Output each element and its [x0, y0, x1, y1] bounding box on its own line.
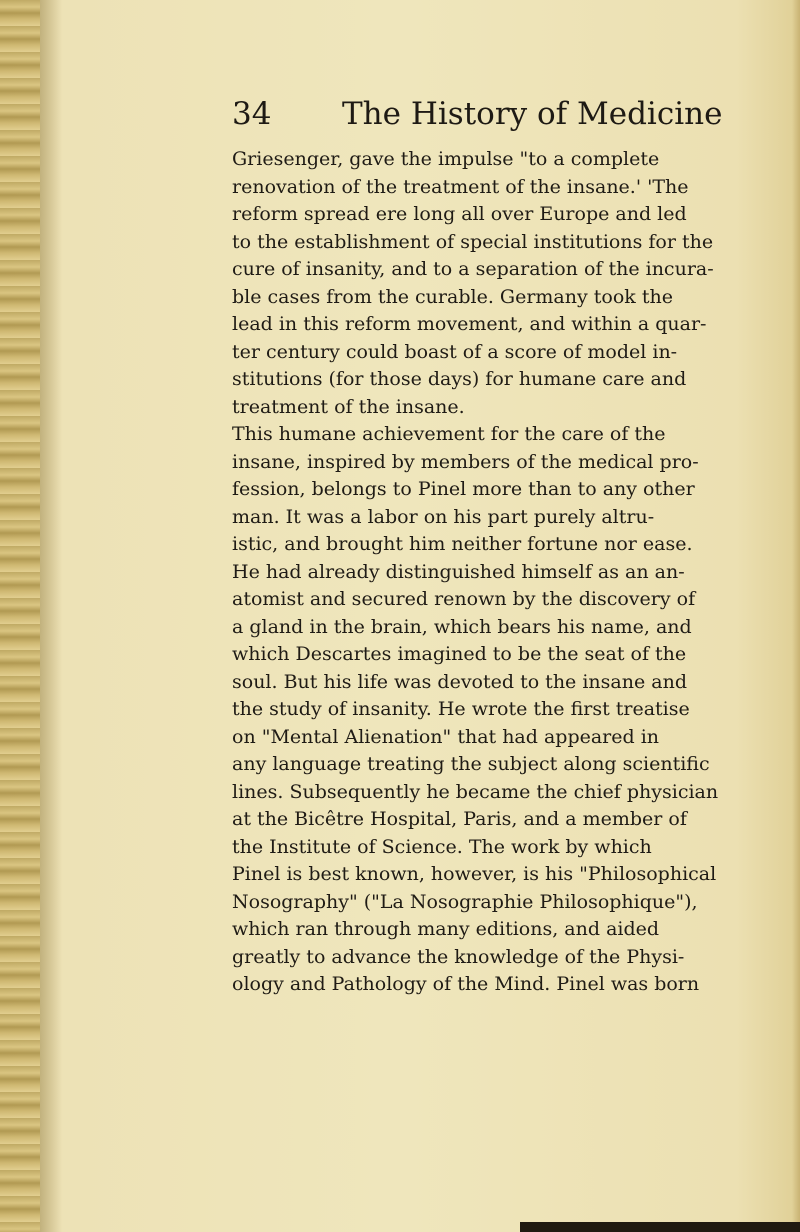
text-line: the study of insanity. He wrote the first treatise: [232, 698, 690, 720]
text-line: treatment of the insane.: [232, 395, 465, 418]
text-line: at the Bicêtre Hospital, Paris, and a member of: [232, 808, 687, 830]
text-line: renovation of the treatment of the insane.' 'The: [232, 175, 689, 198]
text-line: istic, and brought him neither fortune nor ease.: [232, 533, 693, 555]
text-line: He had already distinguished himself as an an-: [232, 560, 685, 583]
text-line: insane, inspired by members of the medical pro-: [232, 450, 699, 473]
text-line: Griesenger, gave the impulse "to a complete: [232, 148, 660, 170]
text-line: which Descartes imagined to be the seat of the: [232, 643, 687, 665]
text-line: lines. Subsequently he became the chief physician: [232, 780, 719, 803]
text-line: to the establishment of special institutions for the: [232, 230, 714, 253]
text-line: ble cases from the curable. Germany took the: [232, 285, 673, 308]
text-line: a gland in the brain, which bears his name, and: [232, 615, 692, 638]
text-line: on "Mental Alienation" that had appeared in: [232, 725, 660, 748]
text-line: ter century could boast of a score of model in-: [232, 340, 678, 363]
text-line: ology and Pathology of the Mind. Pinel was born: [232, 973, 700, 995]
text-line: Pinel is best known, however, is his "Philosophical: [232, 863, 717, 885]
text-line: This humane achievement for the care of the: [232, 423, 666, 445]
text-line: stitutions (for those days) for humane care and: [232, 368, 687, 390]
running-title: The History of Medicine: [342, 96, 723, 132]
page-right-edge: [792, 0, 800, 1232]
book-binding-edge: [0, 0, 40, 1232]
bottom-edge-mark: [520, 1222, 800, 1232]
text-line: soul. But his life was devoted to the insane and: [232, 670, 687, 693]
body-text: [232, 146, 772, 999]
text-line: fession, belongs to Pinel more than to any other: [232, 478, 695, 500]
text-line: any language treating the subject along scientific: [232, 753, 710, 775]
text-line: greatly to advance the knowledge of the Physi-: [232, 945, 685, 968]
text-line: lead in this reform movement, and within a quar-: [232, 313, 707, 335]
text-line: the Institute of Science. The work by which: [232, 835, 652, 858]
text-line: man. It was a labor on his part purely altru-: [232, 505, 655, 528]
text-line: atomist and secured renown by the discovery of: [232, 588, 696, 610]
page-number: 34: [232, 96, 272, 132]
text-line: cure of insanity, and to a separation of the incura-: [232, 258, 714, 280]
text-line: which ran through many editions, and aided: [232, 918, 660, 940]
gutter-shadow: [40, 0, 62, 1232]
text-line: reform spread ere long all over Europe and led: [232, 203, 687, 225]
text-line: Nosography" ("La Nosographie Philosophique"),: [232, 890, 698, 913]
